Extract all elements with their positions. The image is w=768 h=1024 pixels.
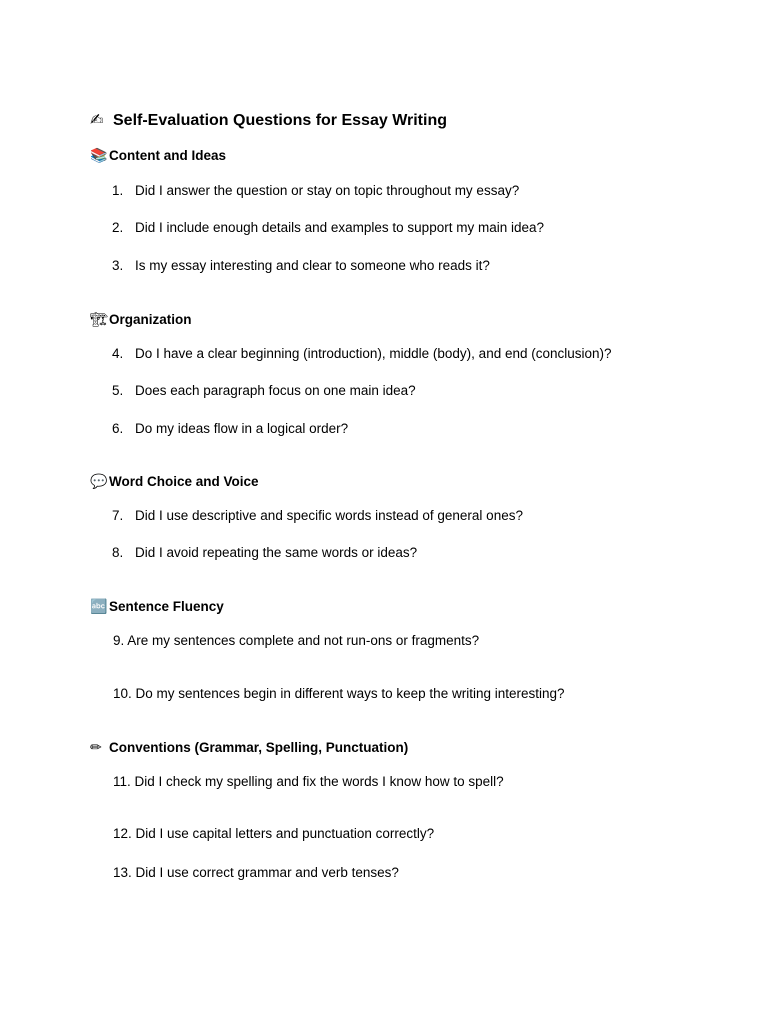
- section-heading-text: Conventions (Grammar, Spelling, Punctuation): [109, 740, 409, 755]
- list-item: 13. Did I use correct grammar and verb tenses?: [113, 865, 399, 880]
- section-heading-conventions: [90, 739, 408, 757]
- section-heading-content-and-ideas: [90, 147, 226, 165]
- list-item: [112, 182, 519, 200]
- page-title-text: Self-Evaluation Questions for Essay Writing: [113, 112, 447, 129]
- books-icon: 📚: [90, 148, 108, 164]
- speech-balloon-icon: 💬: [90, 474, 108, 490]
- section-heading-word-choice-and-voice: [90, 473, 259, 491]
- abc-input-icon: 🔤: [90, 599, 108, 615]
- list-item-number: 3.: [112, 258, 124, 273]
- section-heading-text: Content and Ideas: [109, 148, 227, 163]
- list-item-number: 7.: [112, 508, 124, 523]
- section-heading-text: Sentence Fluency: [109, 599, 224, 614]
- section-heading-organization: [90, 311, 192, 329]
- list-item-text: Does each paragraph focus on one main idea?: [135, 383, 416, 398]
- list-item: [112, 544, 417, 562]
- list-item: 9. Are my sentences complete and not run-ons or fragments?: [113, 633, 480, 648]
- list-item: [112, 219, 544, 237]
- list-item: [112, 382, 416, 400]
- list-item-number: 4.: [112, 346, 124, 361]
- list-item-number: 1.: [112, 183, 124, 198]
- list-item: [112, 345, 612, 363]
- list-item: [112, 420, 348, 438]
- section-heading-sentence-fluency: [90, 598, 224, 616]
- list-item-text: Did I use descriptive and specific words instead of general ones?: [135, 508, 523, 523]
- list-item: [112, 257, 490, 275]
- list-item-number: 5.: [112, 383, 124, 398]
- list-item-text: Is my essay interesting and clear to someone who reads it?: [135, 258, 490, 273]
- list-item-text: Did I include enough details and examples to support my main idea?: [135, 220, 544, 235]
- list-item-number: 2.: [112, 220, 124, 235]
- list-item: [112, 507, 523, 525]
- list-item-number: 8.: [112, 545, 124, 560]
- section-heading-text: Organization: [109, 312, 192, 327]
- page-title: [90, 109, 447, 132]
- building-construction-icon: 🏗: [90, 312, 108, 328]
- list-item: 10. Do my sentences begin in different ways to keep the writing interesting?: [113, 686, 565, 701]
- list-item-number: 6.: [112, 421, 124, 436]
- list-item: 11. Did I check my spelling and fix the words I know how to spell?: [113, 774, 504, 789]
- list-item-text: Do I have a clear beginning (introduction), middle (body), and end (conclusion)?: [135, 346, 612, 361]
- list-item-text: Did I answer the question or stay on topic throughout my essay?: [135, 183, 520, 198]
- list-item: 12. Did I use capital letters and punctuation correctly?: [113, 826, 435, 841]
- list-item-text: Do my ideas flow in a logical order?: [135, 421, 349, 436]
- list-item-text: Did I avoid repeating the same words or ideas?: [135, 545, 418, 560]
- pencil-icon: ✏: [90, 740, 102, 756]
- writing-hand-icon: ✍: [90, 110, 104, 129]
- section-heading-text: Word Choice and Voice: [109, 474, 259, 489]
